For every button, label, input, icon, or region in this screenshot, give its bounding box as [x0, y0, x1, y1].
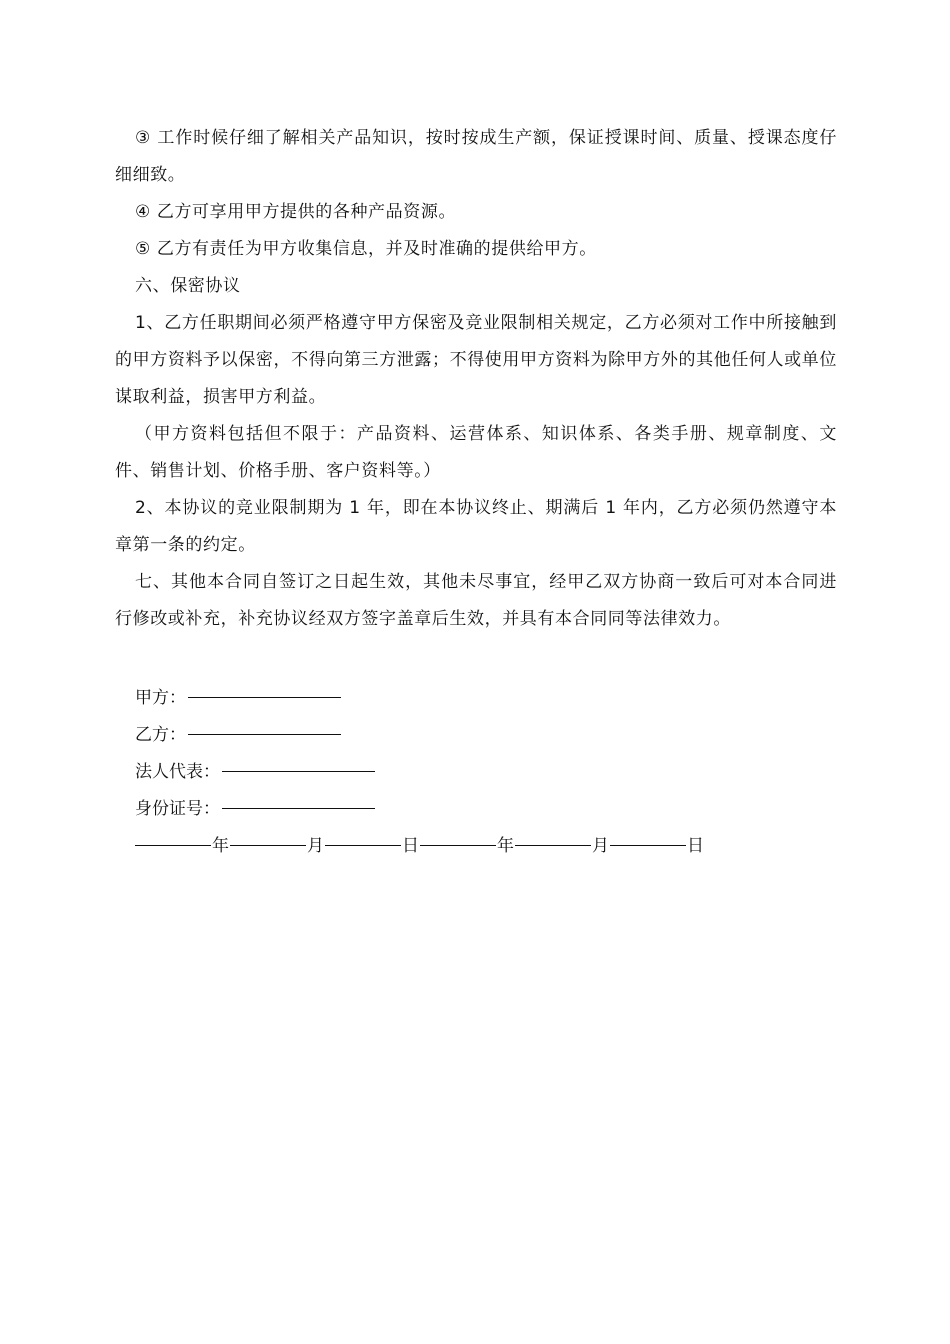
date-row	[135, 828, 705, 865]
date-a-month-label: 月	[307, 836, 324, 856]
date-b-day-blank[interactable]	[610, 827, 686, 846]
date-b-year-blank[interactable]	[420, 827, 496, 846]
section-other-terms: 七、其他本合同自签订之日起生效，其他未尽事宜，经甲乙双方协商一致后可对本合同进行修改或补充，补充协议经双方签字盖章后生效，并具有本合同同等法律效力。	[115, 572, 837, 629]
legal-rep-row	[135, 754, 705, 791]
clause-item-3: ③ 工作时候仔细了解相关产品知识，按时按成生产额，保证授课时间、质量、授课态度仔细细致。	[115, 128, 837, 185]
party-b-row	[135, 717, 705, 754]
party-b-blank[interactable]	[188, 716, 341, 735]
id-number-blank[interactable]	[222, 790, 375, 809]
clause-item-5: ⑤ 乙方有责任为甲方收集信息，并及时准确的提供给甲方。	[135, 239, 597, 259]
date-a-month-blank[interactable]	[230, 827, 306, 846]
date-b-month-label: 月	[592, 836, 609, 856]
date-a-day-blank[interactable]	[325, 827, 401, 846]
confidentiality-clause-2: 2、本协议的竞业限制期为 1 年，即在本协议终止、期满后 1 年内，乙方必须仍然遵守本章第一条的约定。	[115, 498, 837, 555]
legal-rep-label: 法人代表：	[135, 762, 220, 782]
id-number-label: 身份证号：	[135, 799, 220, 819]
legal-rep-blank[interactable]	[222, 753, 375, 772]
date-a-day-label: 日	[402, 836, 419, 856]
date-b-month-blank[interactable]	[515, 827, 591, 846]
party-a-label: 甲方：	[135, 688, 186, 708]
confidentiality-note: （甲方资料包括但不限于：产品资料、运营体系、知识体系、各类手册、规章制度、文件、销售计划、价格手册、客户资料等。）	[115, 424, 837, 481]
signature-block	[135, 680, 705, 865]
date-a-year-blank[interactable]	[135, 827, 211, 846]
section-heading-confidentiality: 六、保密协议	[135, 276, 241, 296]
date-b-year-label: 年	[497, 836, 514, 856]
party-a-blank[interactable]	[188, 679, 341, 698]
party-b-label: 乙方：	[135, 725, 186, 745]
party-a-row	[135, 680, 705, 717]
clause-item-4: ④ 乙方可享用甲方提供的各种产品资源。	[135, 202, 457, 222]
confidentiality-clause-1: 1、乙方任职期间必须严格遵守甲方保密及竞业限制相关规定，乙方必须对工作中所接触到的甲方资料予以保密，不得向第三方泄露；不得使用甲方资料为除甲方外的其他任何人或单位谋取利益，损害甲方利益。	[115, 313, 837, 407]
date-b-day-label: 日	[687, 836, 704, 856]
contract-body	[115, 120, 837, 638]
date-a-year-label: 年	[212, 836, 229, 856]
id-number-row	[135, 791, 705, 828]
